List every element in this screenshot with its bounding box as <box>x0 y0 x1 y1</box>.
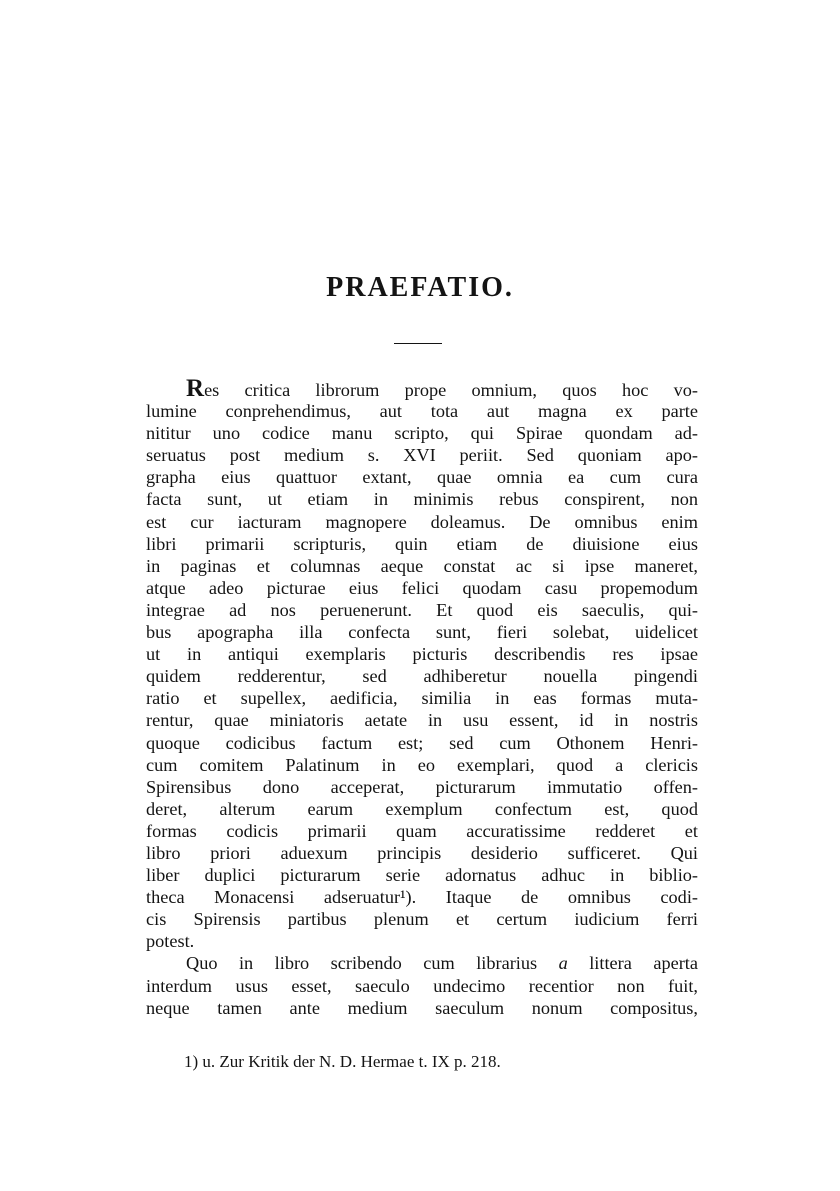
main-text <box>146 375 698 1019</box>
text-line: atque adeo picturae eius felici quodam casu propemodum <box>146 577 698 598</box>
text-line: integrae ad nos peruenerunt. Et quod eis saeculis, qui- <box>146 599 698 620</box>
text-line: in paginas et columnas aeque constat ac si ipse maneret, <box>146 555 698 576</box>
text-line: nititur uno codice manu scripto, qui Spirae quondam ad- <box>146 423 698 444</box>
text-line: deret, alterum earum exemplum confectum est, quod <box>146 798 698 819</box>
text-line: interdum usus esset, saeculo undecimo recentior non fuit, <box>146 975 698 996</box>
text-line: quidem redderentur, sed adhiberetur nouella pingendi <box>146 666 698 687</box>
text-line: rentur, quae miniatoris aetate in usu essent, id in nostris <box>146 710 698 731</box>
text-line: quoque codicibus factum est; sed cum Othonem Henri- <box>146 732 698 753</box>
text-line: potest. <box>146 931 195 952</box>
text-line: libri primarii scripturis, quin etiam de diuisione eius <box>146 533 698 554</box>
text-line: lumine conprehendimus, aut tota aut magna ex parte <box>146 401 698 422</box>
text-line: liber duplici picturarum serie adornatus adhuc in biblio- <box>146 865 698 886</box>
text-line: theca Monacensi adseruatur¹). Itaque de omnibus codi- <box>146 887 698 908</box>
text-line: est cur iacturam magnopere doleamus. De omnibus enim <box>146 511 698 532</box>
text-line: grapha eius quattuor extant, quae omnia ea cum cura <box>146 467 698 488</box>
text-line: neque tamen ante medium saeculum nonum compositus, <box>146 997 698 1018</box>
text-line: ratio et supellex, aedificia, similia in eas formas muta- <box>146 688 698 709</box>
page-title: PRAEFATIO. <box>326 272 514 303</box>
text-line: libro priori aduexum principis desiderio sufficeret. Qui <box>146 842 698 863</box>
text-line: facta sunt, ut etiam in minimis rebus conspirent, non <box>146 489 698 510</box>
text-line: formas codicis primarii quam accuratissime redderet et <box>146 820 698 841</box>
drop-cap: R <box>186 375 205 402</box>
text-line: ut in antiqui exemplaris picturis describendis res ipsae <box>146 644 698 665</box>
text-line: seruatus post medium s. XVI periit. Sed quoniam apo- <box>146 445 698 466</box>
text-line: cis Spirensis partibus plenum et certum iudicium ferri <box>146 909 698 930</box>
text-line: Res critica librorum prope omnium, quos hoc vo- <box>186 375 698 402</box>
title-divider <box>394 343 442 344</box>
text-line: Spirensibus dono acceperat, picturarum immutatio offen- <box>146 776 698 797</box>
text-line: bus apographa illa confecta sunt, fieri solebat, uidelicet <box>146 622 698 643</box>
text-line: Quo in libro scribendo cum librarius a littera aperta <box>186 953 698 974</box>
italic-letter: a <box>558 953 568 974</box>
text-line: cum comitem Palatinum in eo exemplari, quod a clericis <box>146 754 698 775</box>
footnote: 1) u. Zur Kritik der N. D. Hermae t. IX p. 218. <box>184 1052 501 1071</box>
